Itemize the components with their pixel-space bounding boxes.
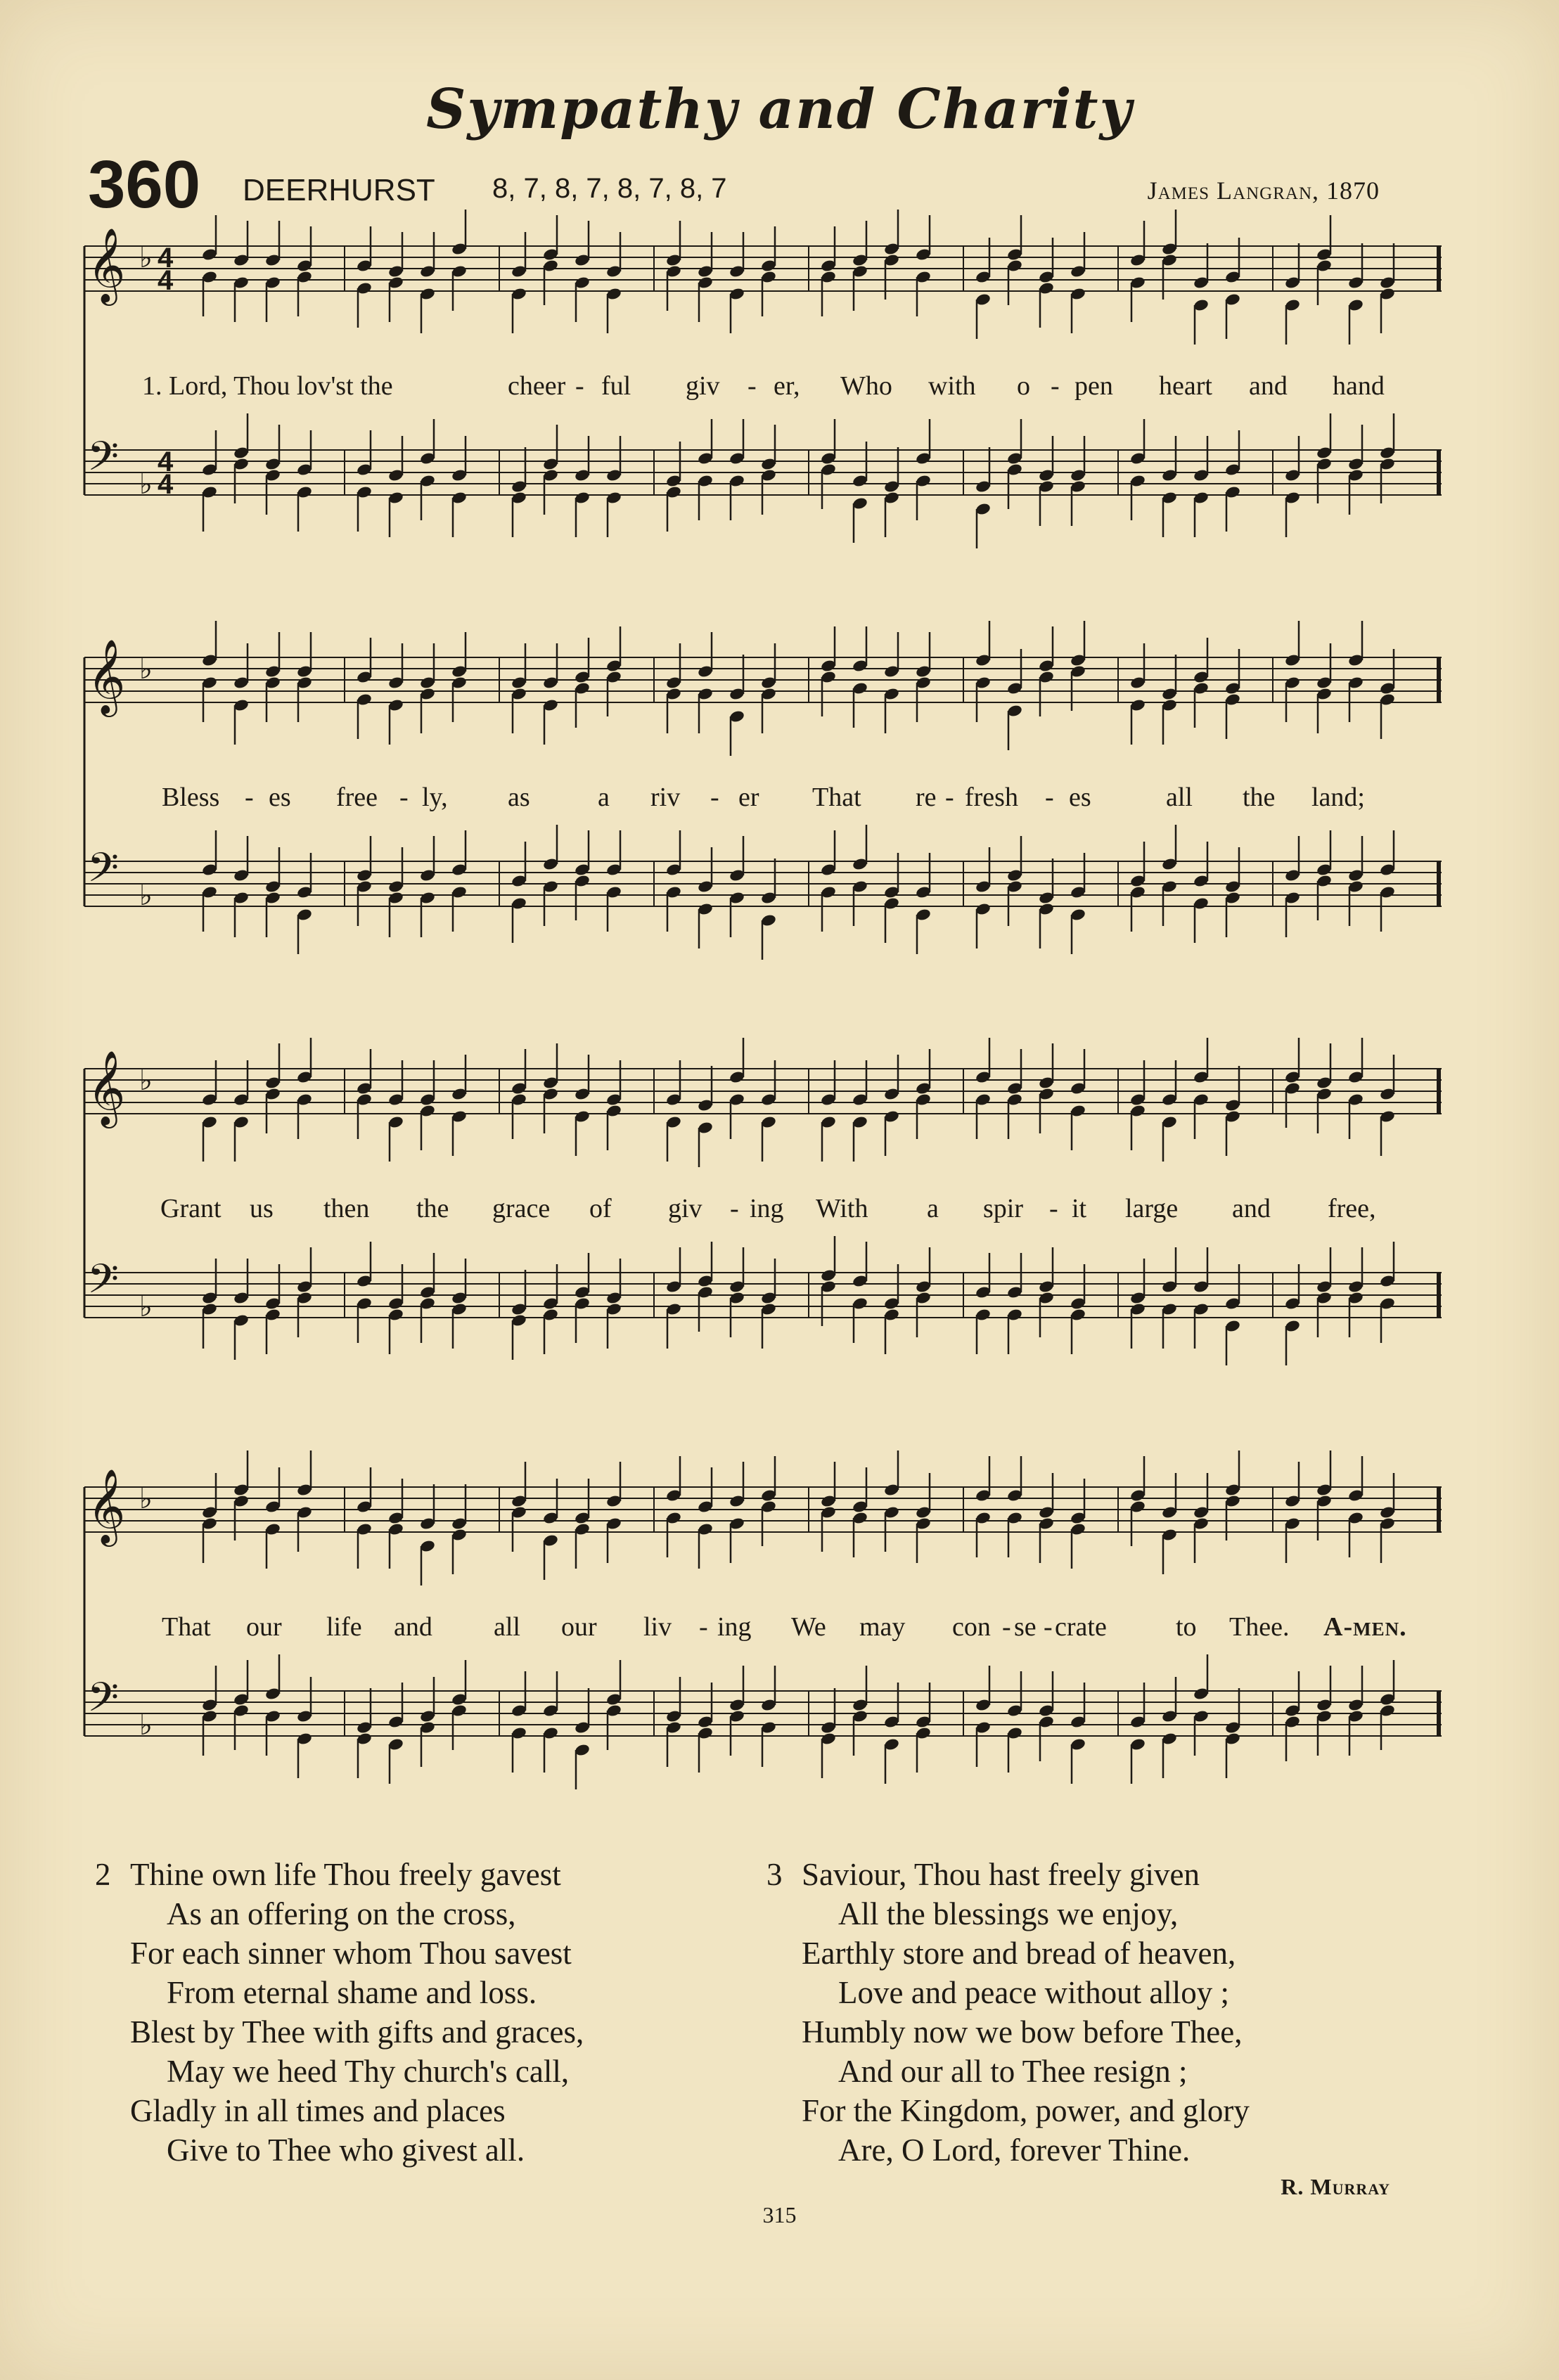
lyric-syllable: er — [738, 783, 759, 812]
lyric-syllable: re — [916, 783, 937, 812]
lyric-syllable: life — [326, 1612, 362, 1642]
verse-line: From eternal shame and loss. — [167, 1975, 537, 2010]
lyric-syllable: er, — [774, 371, 800, 401]
lyric-syllable: That — [162, 1612, 211, 1642]
lyric-syllable: - — [1002, 1612, 1011, 1642]
lyric-syllable: heart — [1159, 371, 1212, 401]
hymn-number: 360 — [88, 147, 201, 222]
lyric-syllable: - — [1044, 1612, 1053, 1642]
verse-line: All the blessings we enjoy, — [838, 1896, 1179, 1931]
lyric-syllable: - — [710, 783, 719, 812]
lyric-syllable: se — [1014, 1612, 1037, 1642]
lyric-syllable: - — [699, 1612, 708, 1642]
flat-icon: ♭ — [139, 242, 153, 274]
treble-clef-icon: 𝄞 — [87, 1050, 126, 1125]
lyric-syllable: pen — [1074, 371, 1113, 401]
verse-line: Are, O Lord, forever Thine. — [838, 2133, 1191, 2168]
lyric-syllable: es — [1069, 783, 1091, 812]
lyric-syllable: es — [269, 783, 291, 812]
time-signature: 4 — [158, 265, 174, 296]
lyric-syllable: to — [1176, 1612, 1197, 1642]
lyric-syllable: - — [730, 1194, 739, 1223]
verse-line: Gladly in all times and places — [130, 2093, 506, 2128]
lyric-syllable: Thee. — [1229, 1612, 1290, 1642]
section-title: Sympathy and Charity — [426, 77, 1133, 141]
lyric-syllable: giv — [686, 371, 720, 401]
lyric-syllable: it — [1072, 1194, 1087, 1223]
lyric-syllable: con — [952, 1612, 991, 1642]
lyric-syllable: spir — [983, 1194, 1023, 1223]
lyric-syllable: a — [927, 1194, 939, 1223]
verse-line: Love and peace without alloy ; — [838, 1975, 1230, 2010]
lyric-syllable: - — [748, 371, 757, 401]
lyric-syllable: Grant — [160, 1194, 222, 1223]
lyric-syllable: the — [416, 1194, 449, 1223]
lyric-syllable: our — [246, 1612, 282, 1642]
flat-icon: ♭ — [139, 653, 153, 686]
meter: 8, 7, 8, 7, 8, 7, 8, 7 — [492, 173, 727, 204]
lyric-syllable: o — [1017, 371, 1030, 401]
lyric-syllable: Who — [840, 371, 892, 401]
lyric-syllable: as — [508, 783, 530, 812]
lyric-syllable: us — [250, 1194, 274, 1223]
verse-line: Give to Thee who givest all. — [167, 2133, 525, 2168]
flat-icon: ♭ — [139, 468, 153, 501]
lyric-syllable: our — [561, 1612, 597, 1642]
lyric-syllable: liv — [643, 1612, 672, 1642]
bass-clef-icon: 𝄢 — [87, 844, 120, 901]
lyric-syllable: - — [575, 371, 584, 401]
lyric-syllable: with — [928, 371, 976, 401]
lyric-syllable: With — [816, 1194, 868, 1223]
bass-staff — [84, 1654, 1442, 1789]
lyric-syllable: - — [399, 783, 409, 812]
time-signature: 4 — [158, 469, 174, 500]
composer: James Langran, 1870 — [1147, 176, 1380, 205]
bass-staff — [84, 825, 1442, 960]
lyric-syllable: cheer — [508, 371, 566, 401]
lyric-syllable: large — [1125, 1194, 1179, 1223]
verse-number: 3 — [766, 1857, 783, 1892]
verse-line: And our all to Thee resign ; — [838, 2054, 1188, 2089]
flat-icon: ♭ — [139, 1483, 153, 1515]
page-number: 315 — [762, 2202, 797, 2227]
lyric-syllable: all — [494, 1612, 520, 1642]
lyric-syllable: Bless — [162, 783, 220, 812]
verse-line: Humbly now we bow before Thee, — [802, 2014, 1243, 2050]
lyric-syllable: then — [323, 1194, 370, 1223]
time-signature: 4 — [158, 243, 174, 274]
bass-staff — [84, 413, 1442, 548]
lyric-syllable: a — [598, 783, 610, 812]
lyric-syllable: - — [945, 783, 954, 812]
treble-staff — [84, 1038, 1442, 1167]
lyric-syllable: ful — [601, 371, 631, 401]
treble-staff — [84, 1450, 1442, 1585]
verse-3 — [766, 1855, 1250, 2170]
treble-clef-icon: 𝄞 — [87, 1468, 126, 1543]
lyric-syllable: land; — [1311, 783, 1365, 812]
lyric-syllable: That — [812, 783, 861, 812]
treble-staff — [84, 621, 1442, 756]
lyric-syllable: the — [1243, 783, 1276, 812]
verse-line: For each sinner whom Thou savest — [130, 1936, 572, 1971]
bass-staff — [84, 1236, 1442, 1365]
lyric-syllable: ly, — [422, 783, 448, 812]
lyric-syllable: ing — [750, 1194, 784, 1223]
lyric-syllable: free — [336, 783, 378, 812]
lyric-syllable: free, — [1328, 1194, 1376, 1223]
verse-line: Earthly store and bread of heaven, — [802, 1936, 1236, 1971]
text-author: R. Murray — [1281, 2174, 1390, 2199]
flat-icon: ♭ — [139, 1709, 153, 1742]
lyric-syllable: grace — [492, 1194, 551, 1223]
verse-line: Blest by Thee with gifts and graces, — [130, 2014, 584, 2050]
lyric-syllable: of — [589, 1194, 612, 1223]
verse-2 — [95, 1855, 584, 2170]
lyric-syllable: - — [1051, 371, 1060, 401]
treble-clef-icon: 𝄞 — [87, 638, 126, 714]
lyric-syllable: - — [1049, 1194, 1058, 1223]
lyric-syllable: and — [1249, 371, 1288, 401]
lyric-syllable: may — [859, 1612, 906, 1642]
verse-line: May we heed Thy church's call, — [167, 2054, 570, 2089]
lyric-syllable: crate — [1055, 1612, 1107, 1642]
lyric-syllable: 1. Lord, Thou lov'st the — [142, 371, 393, 401]
bass-clef-icon: 𝄢 — [87, 1255, 120, 1313]
lyric-syllable: We — [791, 1612, 826, 1642]
lyric-syllable: riv — [650, 783, 681, 812]
lyric-syllable: hand — [1333, 371, 1385, 401]
lyric-syllable: fresh — [965, 783, 1018, 812]
flat-icon: ♭ — [139, 1064, 153, 1097]
flat-icon: ♭ — [139, 880, 153, 912]
flat-icon: ♭ — [139, 1291, 153, 1323]
lyric-syllable: all — [1166, 783, 1193, 812]
time-signature: 4 — [158, 446, 174, 477]
treble-clef-icon: 𝄞 — [87, 227, 126, 302]
tune-name: DEERHURST — [243, 173, 435, 207]
verse-number: 2 — [95, 1857, 111, 1892]
bass-clef-icon: 𝄢 — [87, 1673, 120, 1731]
bass-clef-icon: 𝄢 — [87, 432, 120, 490]
verse-line: As an offering on the cross, — [167, 1896, 516, 1931]
lyric-syllable: and — [1232, 1194, 1271, 1223]
lyric-syllable: - — [245, 783, 254, 812]
lyric-syllable: giv — [668, 1194, 702, 1223]
lyric-syllable: ing — [717, 1612, 752, 1642]
amen-label: A-men. — [1323, 1612, 1407, 1642]
verse-line: Saviour, Thou hast freely given — [802, 1857, 1200, 1892]
lyric-syllable: and — [394, 1612, 432, 1642]
verse-line: Thine own life Thou freely gavest — [130, 1857, 561, 1892]
lyric-syllable: - — [1045, 783, 1054, 812]
verse-line: For the Kingdom, power, and glory — [802, 2093, 1250, 2128]
treble-staff — [84, 210, 1442, 345]
